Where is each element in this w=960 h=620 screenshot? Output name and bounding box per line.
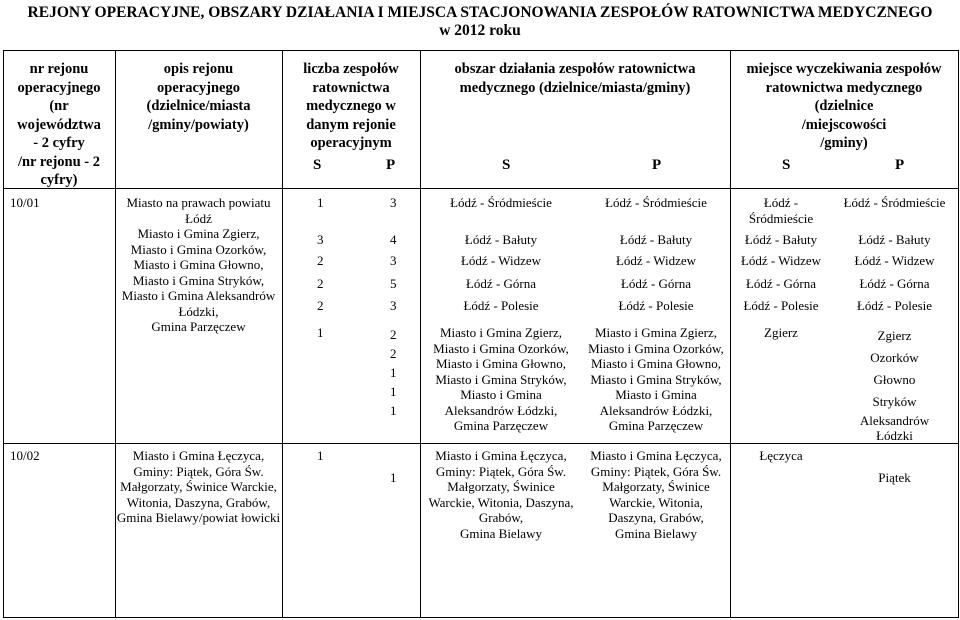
wait-p: Łódź - Widzew: [854, 253, 935, 268]
wait-p: Piątek: [878, 470, 911, 485]
count-s: 1: [317, 325, 324, 340]
header-p-obszar: P: [652, 157, 662, 173]
region-2-opis: Miasto i Gmina Łęczyca, Gminy: Piątek, Góra Św. Małgorzaty, Świnice Warckie, Witonia, Daszyna, Grabów, Gmina Bielawy/powiat łowicki: [116, 448, 281, 525]
header-s-obszar: S: [502, 157, 511, 173]
wait-p: Łódź - Bałuty: [858, 232, 931, 247]
wait-s: Zgierz: [764, 325, 798, 340]
count-s: 2: [317, 276, 324, 291]
title-line-1: REJONY OPERACYJNE, OBSZARY DZIAŁANIA I MIEJSCA STACJONOWANIA ZESPOŁÓW RATOWNICTWA MEDYCZNEGO: [27, 4, 933, 21]
region-2-nr: 10/02: [10, 448, 40, 463]
wait-p: Łódź - Śródmieście: [843, 195, 946, 210]
document-title: [0, 4, 960, 40]
area-p: Łódź - Śródmieście: [605, 195, 707, 210]
count-s: 1: [317, 195, 324, 210]
header-s-miejsce: S: [782, 157, 791, 173]
area-s: Łódź - Górna: [465, 276, 537, 291]
count-p: 5: [390, 276, 397, 291]
area-s: Łódź - Bałuty: [464, 232, 538, 247]
area-p: Łódź - Polesie: [618, 298, 694, 313]
region-1-opis: Miasto na prawach powiatu Łódź Miasto i Gmina Zgierz, Miasto i Gmina Ozorków, Miasto i Gmina Głowno, Miasto i Gmina Stryków, Miasto i Gmina Aleksandrów Łódzki, Gmina Parzęczew: [121, 195, 276, 334]
wait-s: Łódź - Widzew: [740, 253, 822, 268]
wait-p: Łódź - Górna: [859, 276, 930, 291]
area-s: Łódź - Śródmieście: [450, 195, 552, 210]
area-s: Miasto i Gmina Zgierz, Miasto i Gmina Ozorków, Miasto i Gmina Głowno, Miasto i Gmina Stryków, Miasto i Gmina Aleksandrów Łódzki, Gmina Parzęczew: [433, 325, 569, 433]
area-s: Łódź - Polesie: [463, 298, 539, 313]
header-p-miejsce: P: [895, 157, 905, 173]
wait-s: Łódź - Bałuty: [744, 232, 818, 247]
header-obszar-dzialania: obszar działania zespołów ratownictwa medycznego (dzielnice/miasta/gminy): [454, 61, 696, 96]
header-nr-rejonu: nr rejonu operacyjnego (nr województwa - 2 cyfry /nr rejonu - 2 cyfry): [17, 61, 101, 188]
header-liczba-zespolow: liczba zespołów ratownictwa medycznego w danym rejonie operacyjnym: [303, 61, 399, 151]
wait-p-list: Zgierz Ozorków Głowno Stryków Aleksandrów Łódzki: [859, 328, 930, 443]
count-p: 1: [390, 470, 397, 485]
area-s: Łódź - Widzew: [460, 253, 542, 268]
wait-s: Łódź - Śródmieście: [748, 195, 814, 226]
header-miejsce-wyczekiwania: miejsce wyczekiwania zespołów ratownictwa medycznego (dzielnice /miejscowości /gminy): [746, 61, 942, 151]
header-opis-rejonu: opis rejonu operacyjnego (dzielnice/miasta /gminy/powiaty): [146, 61, 251, 133]
area-s: Miasto i Gmina Łęczyca, Gminy: Piątek, Góra Św. Małgorzaty, Świnice Warckie, Witonia, Daszyna, Grabów, Gmina Bielawy: [428, 448, 574, 541]
area-p: Łódź - Bałuty: [619, 232, 693, 247]
region-1-nr: 10/01: [10, 195, 40, 210]
count-s: 3: [317, 232, 324, 247]
count-p: 4: [390, 232, 397, 247]
area-p: Miasto i Gmina Łęczyca, Gminy: Piątek, Góra Św. Małgorzaty, Świnice Warckie, Witonia, Daszyna, Grabów, Gmina Bielawy: [590, 448, 722, 541]
area-p: Łódź - Górna: [620, 276, 692, 291]
wait-s: Łódź - Polesie: [743, 298, 819, 313]
count-s: 1: [317, 448, 324, 463]
count-p-list: 2 2 1 1 1: [390, 327, 397, 418]
wait-p: Łódź - Polesie: [856, 298, 933, 313]
wait-s: Łódź - Górna: [745, 276, 817, 291]
wait-s: Łęczyca: [759, 448, 803, 463]
title-line-2: w 2012 roku: [439, 22, 521, 39]
count-p: 3: [390, 195, 397, 210]
count-s: 2: [317, 298, 324, 313]
count-p: 3: [390, 298, 397, 313]
header-s-liczba: S: [313, 157, 322, 173]
area-p: Łódź - Widzew: [615, 253, 697, 268]
header-p-liczba: P: [386, 157, 396, 173]
area-p: Miasto i Gmina Zgierz, Miasto i Gmina Ozorków, Miasto i Gmina Głowno, Miasto i Gmina Stryków, Miasto i Gmina Aleksandrów Łódzki, Gmina Parzęczew: [588, 325, 724, 433]
count-s: 2: [317, 253, 324, 268]
count-p: 3: [390, 253, 397, 268]
